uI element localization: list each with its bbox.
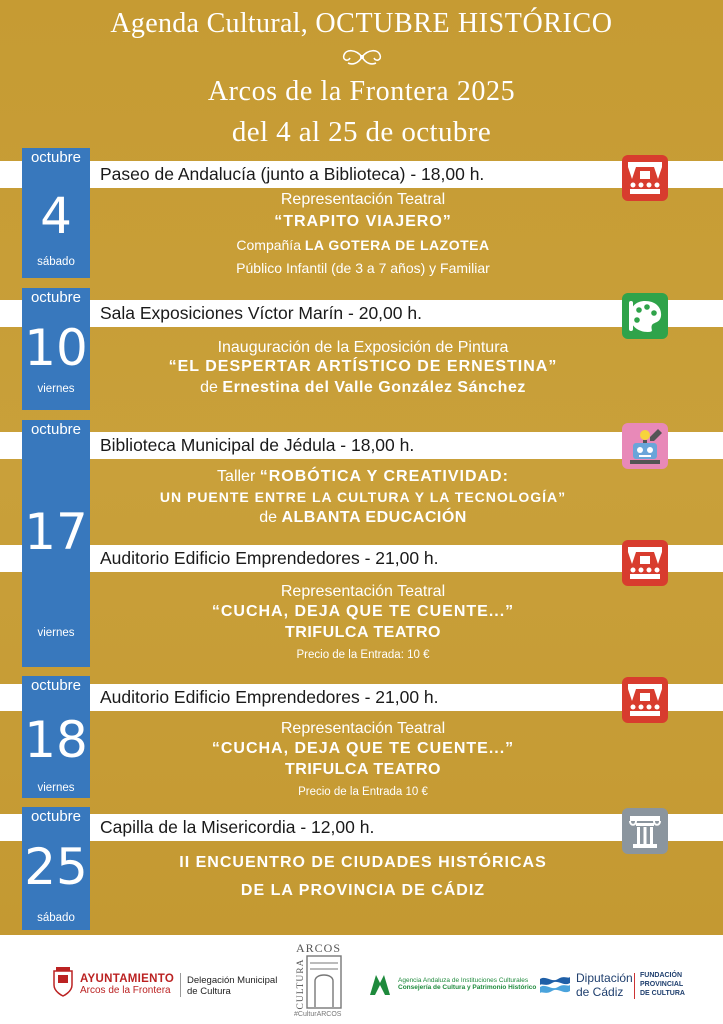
date-weekday: viernes xyxy=(37,782,75,794)
date-day: 25 xyxy=(24,838,88,896)
ayuntamiento-name: AYUNTAMIENTO xyxy=(80,973,175,985)
event-type: Inauguración de la Exposición de Pintura xyxy=(217,339,509,356)
date-month: octubre xyxy=(30,289,82,306)
event-title: Taller “ROBÓTICA Y CREATIVIDAD: xyxy=(217,468,509,485)
event-type: Representación Teatral xyxy=(280,720,446,737)
ornament-icon xyxy=(332,46,392,68)
event-company: TRIFULCA TEATRO xyxy=(285,761,441,778)
event-title: II ENCUENTRO DE CIUDADES HISTÓRICAS xyxy=(179,854,547,871)
header-subtitle: Arcos de la Frontera 2025 xyxy=(207,76,516,107)
event-title: “CUCHA, DEJA QUE TE CUENTE...” xyxy=(211,603,515,620)
junta-line2: Consejería de Cultura y Patrimonio Histórico xyxy=(398,984,537,991)
junta-line1: Agencia Andaluza de Instituciones Culturales xyxy=(398,977,529,984)
date-month: octubre xyxy=(30,421,82,438)
fundacion-text xyxy=(640,971,685,998)
date-month: octubre xyxy=(30,677,82,694)
date-weekday: sábado xyxy=(37,256,75,268)
arcos-label: ARCOS xyxy=(296,941,342,955)
date-weekday: sábado xyxy=(37,912,75,924)
event-title: “CUCHA, DEJA QUE TE CUENTE...” xyxy=(211,740,515,757)
date-weekday: viernes xyxy=(37,383,75,395)
event-title: “TRAPITO VIAJERO” xyxy=(274,213,452,230)
event-venue: Auditorio Edificio Emprendedores - 21,00 h. xyxy=(100,548,439,568)
delegacion-text xyxy=(187,975,277,997)
archway-icon xyxy=(306,955,342,1009)
fundacion-line1: FUNDACIÓN xyxy=(640,972,682,979)
date-box xyxy=(22,148,90,278)
event-type: Representación Teatral xyxy=(280,583,446,600)
date-day: 17 xyxy=(24,503,88,561)
date-box xyxy=(22,288,90,410)
diputacion-text xyxy=(576,971,633,999)
column-icon xyxy=(622,808,668,854)
event-title-line2: DE LA PROVINCIA DE CÁDIZ xyxy=(240,882,486,899)
junta-text xyxy=(398,977,536,991)
junta-andalucia-icon xyxy=(366,969,394,999)
date-box xyxy=(22,807,90,930)
diputacion-line2: de Cádiz xyxy=(576,985,624,999)
event-company: TRIFULCA TEATRO xyxy=(285,624,441,641)
date-month: octubre xyxy=(30,149,82,166)
culturarcos-logo xyxy=(288,941,348,1021)
diputacion-icon xyxy=(538,973,572,997)
date-box xyxy=(22,676,90,798)
date-day: 4 xyxy=(40,187,72,245)
fundacion-line2: PROVINCIAL xyxy=(640,981,684,988)
diputacion-line1: Diputación xyxy=(576,971,633,985)
event-subtitle: UN PUENTE ENTRE LA CULTURA Y LA TECNOLOGÍA” xyxy=(159,489,567,505)
event-company: Compañía LA GOTERA DE LAZOTEA xyxy=(236,237,490,253)
event-author: de Ernestina del Valle González Sánchez xyxy=(200,379,526,396)
ayuntamiento-logo xyxy=(52,967,74,1002)
delegacion-line1: Delegación Municipal xyxy=(187,975,278,986)
date-weekday: viernes xyxy=(37,627,75,639)
header-dates: del 4 al 25 de octubre xyxy=(231,116,492,148)
cultura-label: CULTURA xyxy=(296,958,306,1010)
delegacion-line2: de Cultura xyxy=(187,986,231,997)
event-venue: Paseo de Andalucía (junto a Biblioteca) - 18,00 h. xyxy=(100,164,485,184)
robot-icon xyxy=(622,423,668,469)
ayuntamiento-text xyxy=(80,973,174,996)
theater-icon xyxy=(622,540,668,586)
footer xyxy=(0,935,723,1024)
diputacion-logo xyxy=(538,973,572,1002)
divider xyxy=(180,973,181,997)
date-day: 10 xyxy=(24,319,88,377)
theater-icon xyxy=(622,677,668,723)
header-title: Agenda Cultural, OCTUBRE HISTÓRICO xyxy=(110,8,613,39)
theater-icon xyxy=(622,155,668,201)
junta-logo xyxy=(366,969,394,1004)
event-venue: Capilla de la Misericordia - 12,00 h. xyxy=(100,817,375,837)
event-audience: Público Infantil (de 3 a 7 años) y Familiar xyxy=(236,260,490,276)
event-venue: Biblioteca Municipal de Jédula - 18,00 h. xyxy=(100,435,415,455)
palette-icon xyxy=(622,293,668,339)
culturarcos-hashtag: #CulturARCOS xyxy=(294,1011,342,1018)
event-company: de ALBANTA EDUCACIÓN xyxy=(259,509,467,526)
date-month: octubre xyxy=(30,808,82,825)
crest-icon xyxy=(52,967,74,997)
event-venue: Sala Exposiciones Víctor Marín - 20,00 h. xyxy=(100,303,422,323)
date-day: 18 xyxy=(24,711,88,769)
event-title: “EL DESPERTAR ARTÍSTICO DE ERNESTINA” xyxy=(168,358,558,375)
fundacion-line3: DE CULTURA xyxy=(640,990,685,997)
date-box xyxy=(22,420,90,667)
event-venue: Auditorio Edificio Emprendedores - 21,00 h. xyxy=(100,687,439,707)
ayuntamiento-city: Arcos de la Frontera xyxy=(80,985,171,996)
event-type: Representación Teatral xyxy=(280,191,446,208)
event-price: Precio de la Entrada: 10 € xyxy=(296,649,430,661)
divider xyxy=(634,973,635,999)
event-price: Precio de la Entrada 10 € xyxy=(298,786,428,798)
